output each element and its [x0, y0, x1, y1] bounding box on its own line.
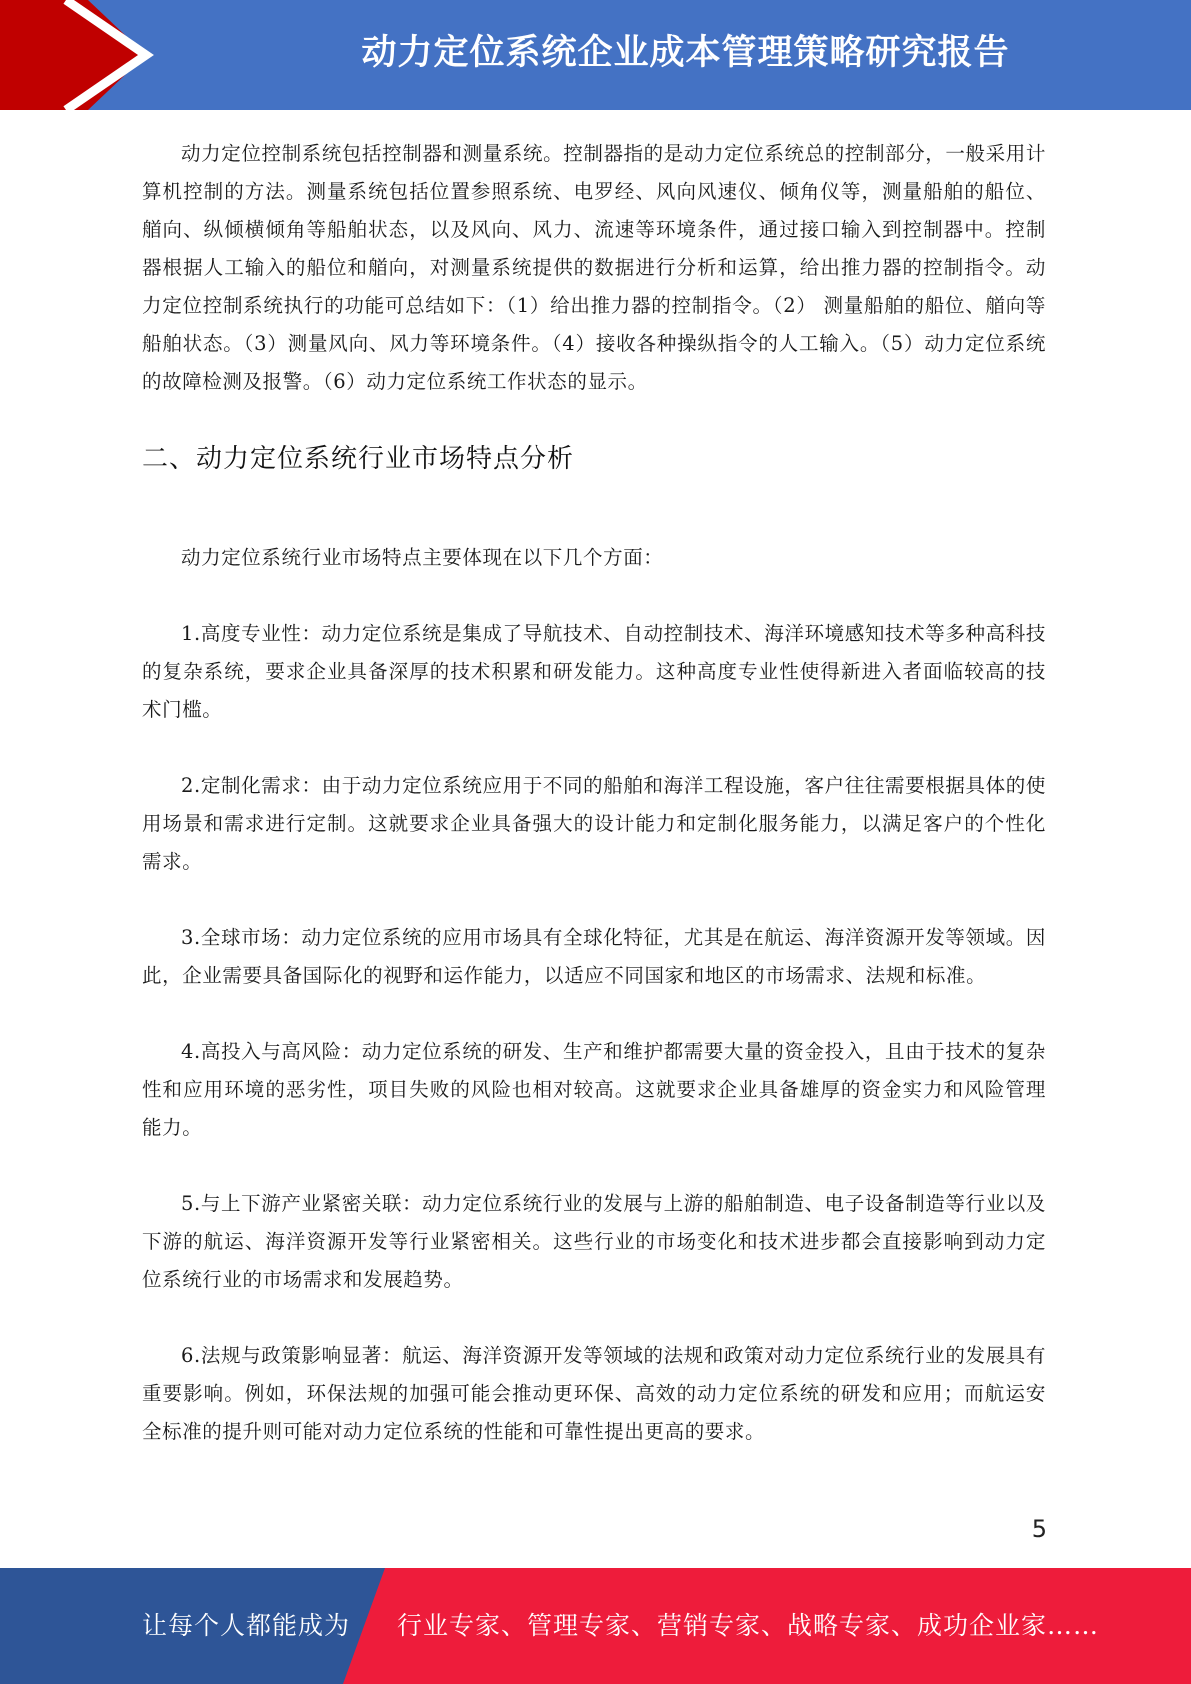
list-item: 1.高度专业性：动力定位系统是集成了导航技术、自动控制技术、海洋环境感知技术等多种高科技的复杂系统，要求企业具备深厚的技术积累和研发能力。这种高度专业性使得新进入者面临较高的技术门槛。	[142, 622, 1046, 721]
footer-slogan-right: 行业专家、管理专家、营销专家、战略专家、成功企业家……	[397, 1611, 1100, 1640]
list-item: 2.定制化需求：由于动力定位系统应用于不同的船舶和海洋工程设施，客户往往需要根据具体的使用场景和需求进行定制。这就要求企业具备强大的设计能力和定制化服务能力，以满足客户的个性化需求。	[142, 774, 1046, 873]
list-item: 6.法规与政策影响显著：航运、海洋资源开发等领域的法规和政策对动力定位系统行业的发展具有重要影响。例如，环保法规的加强可能会推动更环保、高效的动力定位系统的研发和应用；而航运安全标准的提升则可能对动力定位系统的性能和可靠性提出更高的要求。	[142, 1344, 1046, 1443]
page-header	[0, 0, 1191, 110]
section-heading: 二、动力定位系统行业市场特点分析	[142, 444, 575, 474]
document-body	[142, 130, 1046, 1451]
lead-paragraph: 动力定位系统行业市场特点主要体现在以下几个方面：	[181, 546, 664, 569]
report-title: 动力定位系统企业成本管理策略研究报告	[361, 33, 1010, 73]
intro-paragraph: 动力定位控制系统包括控制器和测量系统。控制器指的是动力定位系统总的控制部分，一般采用计算机控制的方法。测量系统包括位置参照系统、电罗经、风向风速仪、倾角仪等，测量船舶的船位、艏向、纵倾横倾角等船舶状态，以及风向、风力、流速等环境条件，通过接口输入到控制器中。控制器根据人工输入的船位和艏向，对测量系统提供的数据进行分析和运算，给出推力器的控制指令。动力定位控制系统执行的功能可总结如下：（1）给出推力器的控制指令。（2） 测量船舶的船位、艏向等船舶状态。（3）测量风向、风力等环境条件。（4）接收各种操纵指令的人工输入。（5）动力定位系统的故障检测及报警。（6）动力定位系统工作状态的显示。	[142, 142, 1046, 393]
header-arrow-decoration	[0, 0, 160, 110]
list-item: 4.高投入与高风险：动力定位系统的研发、生产和维护都需要大量的资金投入，且由于技术的复杂性和应用环境的恶劣性，项目失败的风险也相对较高。这就要求企业具备雄厚的资金实力和风险管理能力。	[142, 1040, 1046, 1139]
list-item: 3.全球市场：动力定位系统的应用市场具有全球化特征，尤其是在航运、海洋资源开发等领域。因此，企业需要具备国际化的视野和运作能力，以适应不同国家和地区的市场需求、法规和标准。	[142, 926, 1046, 987]
page-footer	[0, 1568, 1191, 1684]
footer-slogan-left: 让每个人都能成为	[142, 1611, 351, 1640]
page-number: 5	[1031, 1515, 1047, 1543]
list-item: 5.与上下游产业紧密关联：动力定位系统行业的发展与上游的船舶制造、电子设备制造等行业以及下游的航运、海洋资源开发等行业紧密相关。这些行业的市场变化和技术进步都会直接影响到动力定位系统行业的市场需求和发展趋势。	[142, 1192, 1046, 1291]
